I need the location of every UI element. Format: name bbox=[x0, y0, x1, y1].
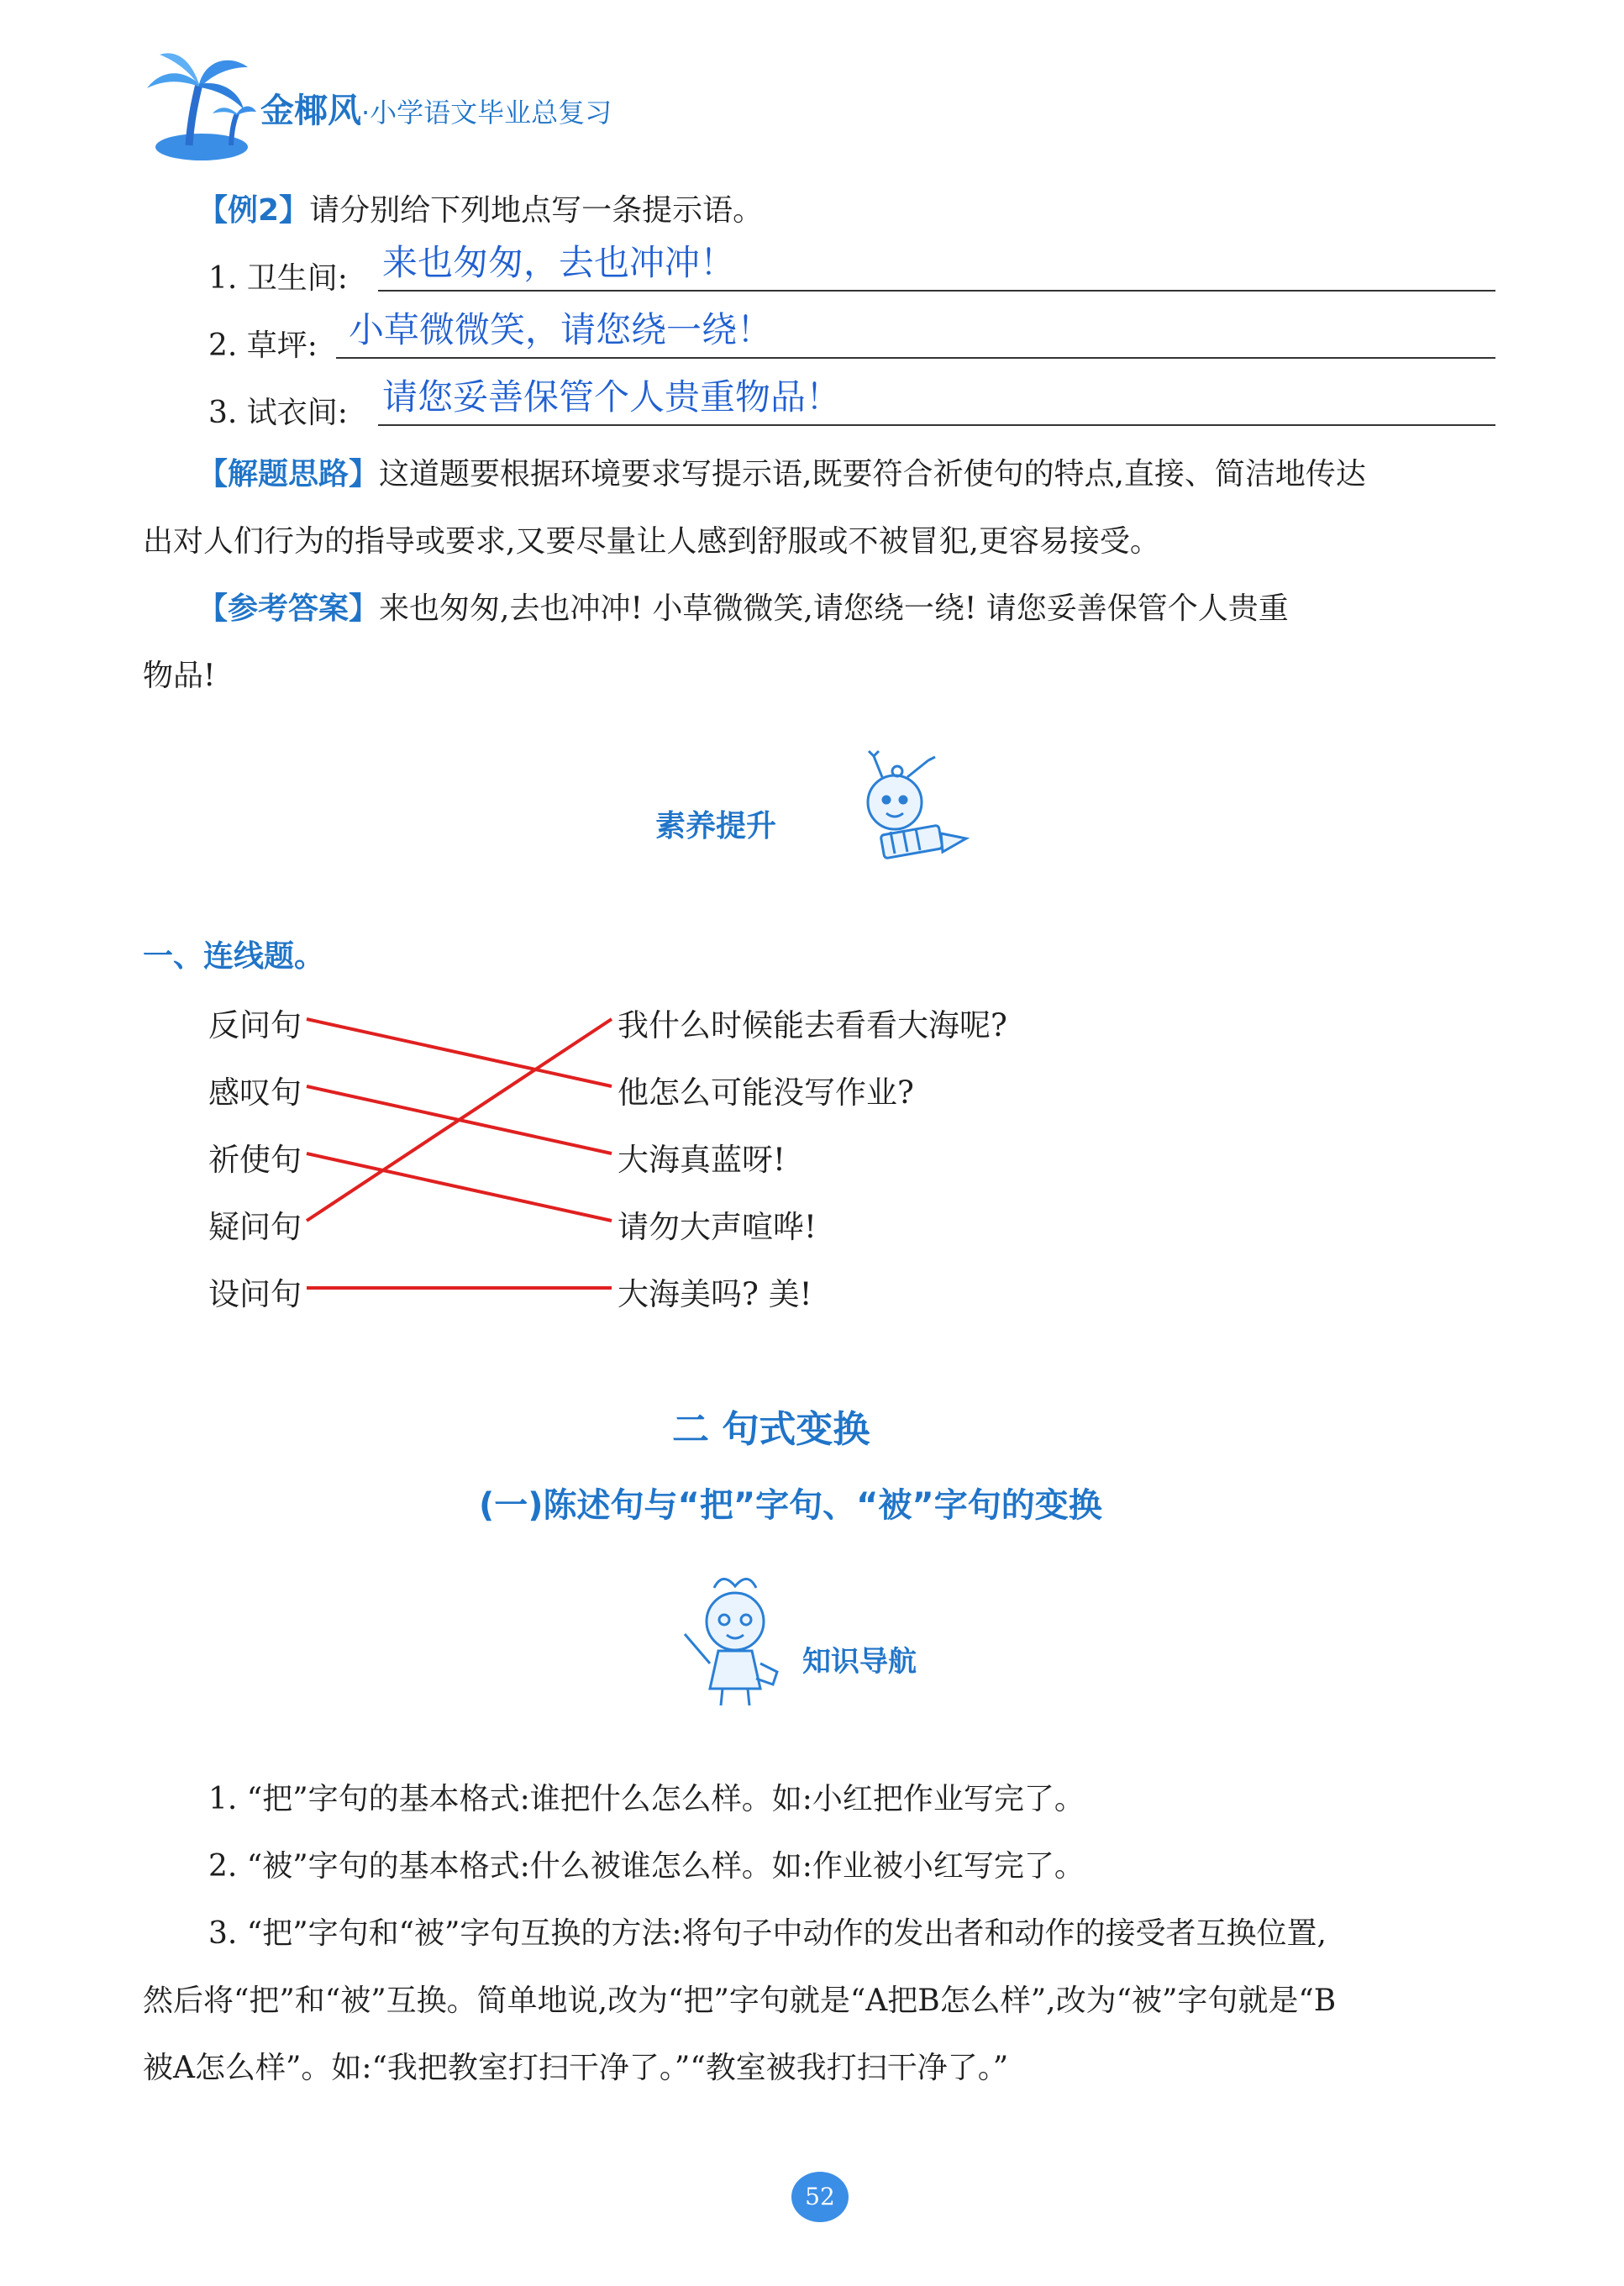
right-item-3: 请勿大声喧哗! bbox=[618, 1209, 817, 1245]
match-line-3 bbox=[307, 1019, 612, 1221]
item3-answer: 请您妥善保管个人贵重物品！ bbox=[382, 376, 842, 418]
example2-prompt-text: 请分别给下列地点写一条提示语。 bbox=[309, 193, 764, 228]
right-item-2: 大海真蓝呀! bbox=[618, 1142, 786, 1178]
page-number-badge bbox=[790, 2170, 850, 2224]
right-item-1: 他怎么可能没写作业? bbox=[618, 1075, 914, 1111]
left-item-4: 设问句 bbox=[208, 1276, 302, 1312]
knowledge-p3-line1: 3. “把”字句和“被”字句互换的方法:将句子中动作的发出者和动作的接受者互换位置, bbox=[208, 1916, 1327, 1951]
match-line-2 bbox=[307, 1154, 612, 1221]
answer-tag: 【参考答案】 bbox=[197, 591, 380, 626]
teacher-mascot-icon bbox=[672, 1571, 798, 1714]
chapter-title: 二 句式变换 bbox=[672, 1408, 870, 1451]
item1-label: 1. 卫生间: bbox=[208, 261, 348, 296]
page-number: 52 bbox=[805, 2183, 835, 2210]
brand-subtitle: ·小学语文毕业总复习 bbox=[361, 97, 612, 129]
reference-answer-line2: 物品! bbox=[143, 659, 216, 693]
section-improve-title: 素养提升 bbox=[655, 809, 777, 843]
chapter-subtitle: (一)陈述句与“把”字句、“被”字句的变换 bbox=[479, 1486, 1102, 1525]
analysis-line2: 出对人们行为的指导或要求,又要尽量让人感到舒服或不被冒犯,更容易接受。 bbox=[143, 524, 1160, 559]
right-item-0: 我什么时候能去看看大海呢? bbox=[618, 1007, 1007, 1043]
knowledge-nav-title: 知识导航 bbox=[802, 1645, 917, 1679]
knowledge-p3-line3: 被A怎么样”。如:“我把教室打扫干净了。”“教室被我打扫干净了。” bbox=[143, 2051, 1009, 2085]
left-item-2: 祈使句 bbox=[208, 1142, 302, 1178]
knowledge-p3-line2: 然后将“把”和“被”互换。简单地说,改为“把”字句就是“A把B怎么样”,改为“被”字句就是“B bbox=[143, 1984, 1337, 2018]
item3-label: 3. 试衣间: bbox=[208, 396, 348, 430]
knowledge-p1: 1. “把”字句的基本格式:谁把什么怎么样。如:小红把作业写完了。 bbox=[208, 1782, 1085, 1816]
item2-answer: 小草微微笑，请您绕一绕！ bbox=[349, 309, 773, 350]
brand-name: 金椰风 bbox=[260, 92, 361, 130]
example2-tag: 【例2】 bbox=[197, 193, 310, 228]
item1-answer: 来也匆匆，去也冲冲！ bbox=[382, 242, 736, 283]
matching-title: 一、连线题。 bbox=[143, 939, 325, 974]
knowledge-p2: 2. “被”字句的基本格式:什么被谁怎么样。如:作业被小红写完了。 bbox=[208, 1849, 1085, 1884]
left-item-3: 疑问句 bbox=[208, 1209, 302, 1245]
analysis-text1: 这道题要根据环境要求写提示语,既要符合祈使句的特点,直接、简洁地传达 bbox=[379, 457, 1366, 491]
left-item-0: 反问句 bbox=[208, 1007, 302, 1043]
answer-text1: 来也匆匆,去也冲冲! 小草微微笑,请您绕一绕! 请您妥善保管个人贵重 bbox=[379, 591, 1289, 626]
right-item-4: 大海美吗? 美! bbox=[618, 1276, 812, 1312]
analysis-tag: 【解题思路】 bbox=[197, 457, 380, 491]
left-item-1: 感叹句 bbox=[208, 1075, 302, 1111]
match-line-0 bbox=[307, 1019, 612, 1086]
item2-label: 2. 草坪: bbox=[208, 328, 318, 363]
